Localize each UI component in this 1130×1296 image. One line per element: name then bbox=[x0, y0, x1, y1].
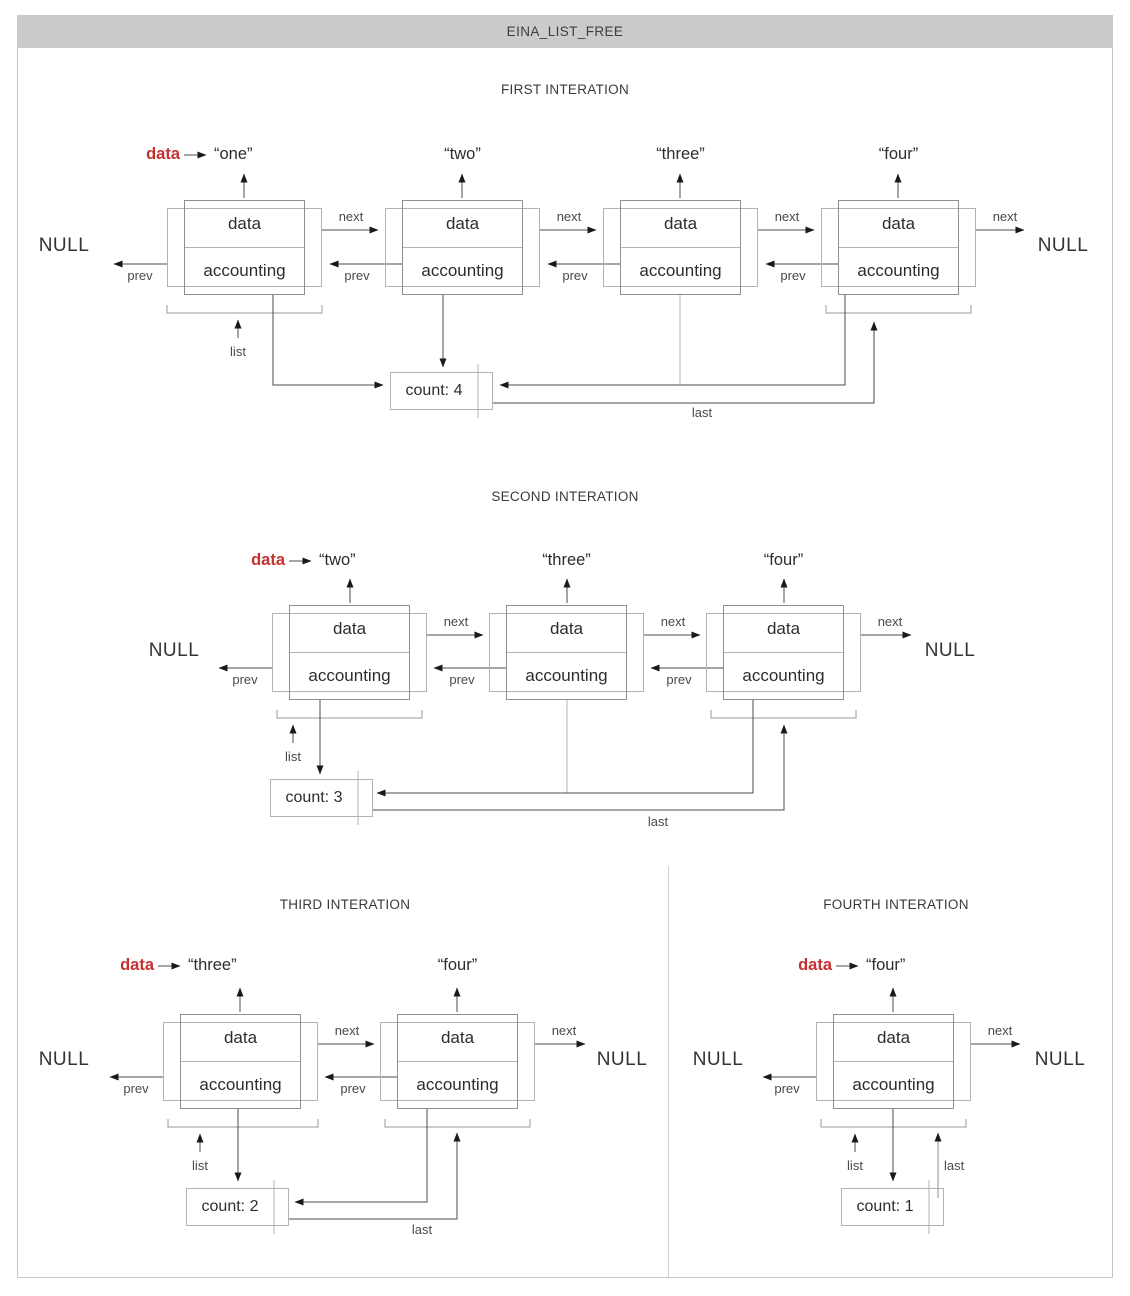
node-data-cell: data bbox=[290, 606, 409, 653]
null-tail-label: NULL bbox=[924, 640, 976, 661]
prev-label: prev bbox=[666, 672, 692, 687]
value-four: “four” bbox=[866, 956, 906, 974]
value-three: “three” bbox=[542, 551, 591, 569]
value-four: “four” bbox=[878, 145, 919, 163]
list-node-four bbox=[706, 605, 861, 700]
next-label: next bbox=[334, 1023, 360, 1038]
node-record-box bbox=[506, 605, 627, 700]
null-head-label: NULL bbox=[38, 235, 90, 256]
data-pointer-label: data bbox=[120, 956, 154, 974]
prev-label: prev bbox=[344, 268, 370, 283]
node-accounting-cell: accounting bbox=[639, 261, 722, 280]
prev-label: prev bbox=[780, 268, 806, 283]
data-pointer-label: data bbox=[146, 145, 180, 163]
node-record-box bbox=[723, 605, 844, 700]
list-label: list bbox=[285, 749, 301, 764]
null-head-label: NULL bbox=[38, 1049, 90, 1070]
node-data-cell: data bbox=[507, 606, 626, 653]
next-label: next bbox=[987, 1023, 1013, 1038]
next-label: next bbox=[992, 209, 1018, 224]
value-four: “four” bbox=[437, 956, 478, 974]
next-label: next bbox=[443, 614, 469, 629]
next-label: next bbox=[877, 614, 903, 629]
list-node-one bbox=[167, 200, 322, 295]
list-node-two bbox=[385, 200, 540, 295]
list-node-three bbox=[489, 605, 644, 700]
list-node-three bbox=[603, 200, 758, 295]
next-label: next bbox=[660, 614, 686, 629]
list-node-four bbox=[816, 1014, 971, 1109]
null-tail-label: NULL bbox=[1034, 1049, 1086, 1070]
node-record-box bbox=[620, 200, 741, 295]
node-accounting-cell: accounting bbox=[421, 261, 504, 280]
node-accounting-cell: accounting bbox=[857, 261, 940, 280]
last-label: last bbox=[411, 1222, 433, 1237]
list-label: list bbox=[192, 1158, 208, 1173]
null-tail-label: NULL bbox=[596, 1049, 648, 1070]
node-data-cell: data bbox=[181, 1015, 300, 1062]
node-accounting-cell: accounting bbox=[852, 1075, 935, 1094]
node-data-cell: data bbox=[724, 606, 843, 653]
node-record-box bbox=[833, 1014, 954, 1109]
null-tail-label: NULL bbox=[1037, 235, 1089, 256]
value-two: “two” bbox=[444, 145, 481, 163]
next-label: next bbox=[551, 1023, 577, 1038]
node-accounting-cell: accounting bbox=[742, 666, 825, 685]
prev-label: prev bbox=[123, 1081, 149, 1096]
node-accounting-cell: accounting bbox=[525, 666, 608, 685]
data-pointer-label: data bbox=[798, 956, 832, 974]
node-record-box bbox=[838, 200, 959, 295]
list-node-two bbox=[272, 605, 427, 700]
node-record-box bbox=[180, 1014, 301, 1109]
node-record-box bbox=[402, 200, 523, 295]
list-node-four bbox=[380, 1014, 535, 1109]
null-head-label: NULL bbox=[148, 640, 200, 661]
prev-label: prev bbox=[774, 1081, 800, 1096]
node-accounting-cell: accounting bbox=[416, 1075, 499, 1094]
node-accounting-cell: accounting bbox=[308, 666, 391, 685]
count-box: count: 3 bbox=[270, 779, 373, 817]
node-data-cell: data bbox=[403, 201, 522, 248]
iteration-3-title: THIRD INTERATION bbox=[279, 897, 411, 912]
node-data-cell: data bbox=[839, 201, 958, 248]
list-node-three bbox=[163, 1014, 318, 1109]
count-box: count: 4 bbox=[390, 372, 493, 410]
iteration-1-title: FIRST INTERATION bbox=[500, 82, 630, 97]
prev-label: prev bbox=[562, 268, 588, 283]
node-accounting-cell: accounting bbox=[199, 1075, 282, 1094]
last-label: last bbox=[944, 1158, 965, 1173]
node-data-cell: data bbox=[398, 1015, 517, 1062]
value-four: “four” bbox=[763, 551, 804, 569]
prev-label: prev bbox=[449, 672, 475, 687]
next-label: next bbox=[556, 209, 582, 224]
value-three: “three” bbox=[188, 956, 237, 974]
prev-label: prev bbox=[232, 672, 258, 687]
prev-label: prev bbox=[127, 268, 153, 283]
count-box: count: 1 bbox=[841, 1188, 944, 1226]
prev-label: prev bbox=[340, 1081, 366, 1096]
last-label: last bbox=[691, 405, 713, 420]
null-head-label: NULL bbox=[692, 1049, 744, 1070]
node-data-cell: data bbox=[185, 201, 304, 248]
node-accounting-cell: accounting bbox=[203, 261, 286, 280]
list-label: list bbox=[847, 1158, 863, 1173]
value-one: “one” bbox=[214, 145, 253, 163]
next-label: next bbox=[338, 209, 364, 224]
page-title: EINA_LIST_FREE bbox=[506, 24, 624, 39]
value-two: “two” bbox=[319, 551, 356, 569]
node-record-box bbox=[289, 605, 410, 700]
count-box: count: 2 bbox=[186, 1188, 289, 1226]
node-data-cell: data bbox=[834, 1015, 953, 1062]
next-label: next bbox=[774, 209, 800, 224]
node-record-box bbox=[397, 1014, 518, 1109]
data-pointer-label: data bbox=[251, 551, 285, 569]
list-node-four bbox=[821, 200, 976, 295]
node-record-box bbox=[184, 200, 305, 295]
value-three: “three” bbox=[656, 145, 705, 163]
list-label: list bbox=[230, 344, 246, 359]
node-data-cell: data bbox=[621, 201, 740, 248]
last-label: last bbox=[647, 814, 669, 829]
iteration-4-title: FOURTH INTERATION bbox=[823, 897, 969, 912]
iteration-2-title: SECOND INTERATION bbox=[491, 489, 639, 504]
